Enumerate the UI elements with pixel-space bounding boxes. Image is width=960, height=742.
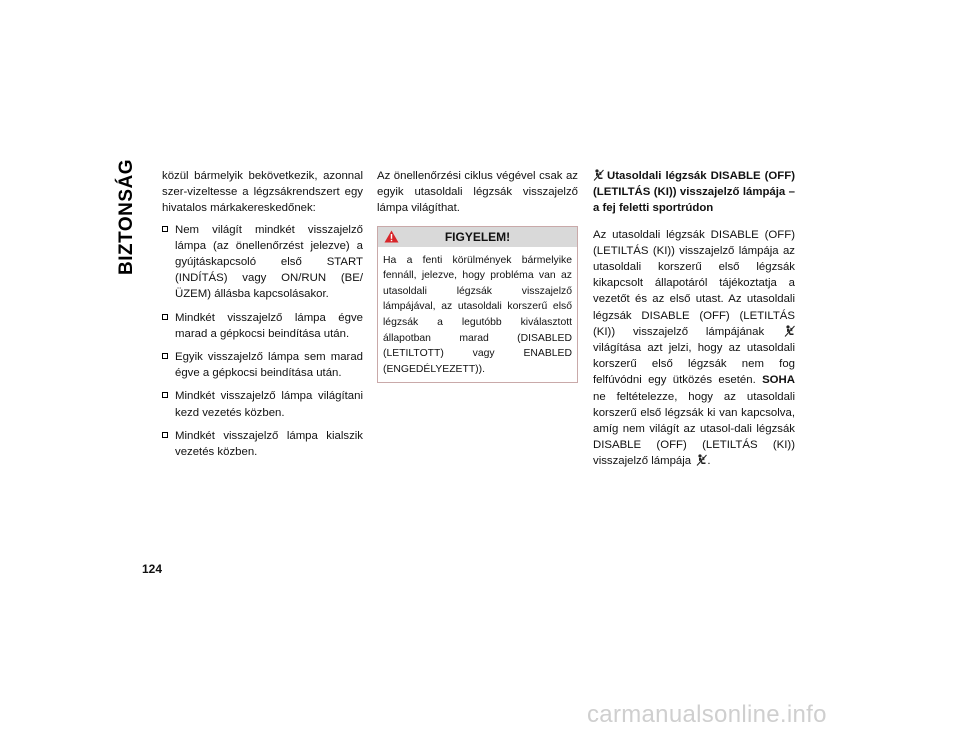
list-item <box>162 428 363 460</box>
paragraph-text-3: ne feltételezze, hogy az utasoldali korszerű első légzsák ki van kapcsolva, amíg nem világít az utasol-dali légzsák DISABLE (OFF) (LETILTÁS (KI)) visszajelző lámpája <box>593 390 795 468</box>
square-bullet-icon <box>162 353 168 359</box>
bullet-list <box>162 222 363 461</box>
warning-body: Ha a fenti körülmények bármelyike fennáll, jelezve, hogy probléma van az utasoldali légzsák visszajelző lámpájával, az utasoldali korszerű első légzsák a legutóbb kiválasztott állapotban marad (DISABLED (LETILTOTT) vagy ENABLED (ENGEDÉLYEZETT)). <box>383 254 572 375</box>
column-3 <box>593 168 795 479</box>
airbag-off-icon <box>696 454 707 466</box>
square-bullet-icon <box>162 432 168 438</box>
airbag-off-icon <box>784 325 795 337</box>
self-check-paragraph: Az önellenőrzési ciklus végével csak az egyik utasoldali légzsák visszajelző lámpa világíthat. <box>377 170 578 215</box>
section-heading <box>593 168 795 217</box>
warning-title: FIGYELEM! <box>444 229 511 244</box>
warning-box <box>377 226 578 384</box>
warning-header <box>378 227 577 247</box>
emphasis-never: SOHA <box>762 374 795 387</box>
list-item <box>162 349 363 381</box>
list-item-text: Mindkét visszajelző lámpa világítani kezd vezetés közben. <box>175 390 363 419</box>
list-item-text: Mindkét visszajelző lámpa égve marad a gépkocsi beindítása után. <box>175 311 363 340</box>
airbag-off-icon <box>593 169 604 181</box>
square-bullet-icon <box>162 314 168 320</box>
paragraph-text-1: Az utasoldali légzsák DISABLE (OFF) (LETILTÁS (KI)) visszajelző lámpája az utasoldali korszerű első légzsák kikapcsolt állapotáról tájékoztatja a vezetőt és az első utast. Az utasoldali légzsák DISABLE (OFF) (LETILTÁS (KI)) visszajelző lámpájának <box>593 228 795 338</box>
warning-triangle-icon <box>384 230 399 243</box>
list-item-text: Egyik visszajelző lámpa sem marad égve a gépkocsi beindítása után. <box>175 351 363 380</box>
list-item <box>162 310 363 342</box>
intro-paragraph: közül bármelyik bekövetkezik, azonnal szer-vizeltesse a légzsákrendszert egy hivatalos márkakereskedőnek: <box>162 170 363 215</box>
column-1 <box>162 168 363 467</box>
disable-lamp-paragraph <box>593 227 795 470</box>
square-bullet-icon <box>162 392 168 398</box>
paragraph-end: . <box>707 455 711 468</box>
column-2 <box>377 168 578 383</box>
section-title: BIZTONSÁG <box>116 158 137 275</box>
list-item-text: Nem világít mindkét visszajelző lámpa (az önellenőrzést jelezve) a gyújtáskapcsoló első START (INDÍTÁS) vagy ON/RUN (BE/ÜZEM) állásba kapcsolásakor. <box>175 223 363 301</box>
list-item <box>162 222 363 303</box>
list-item <box>162 388 363 420</box>
watermark: carmanualsonline.info <box>587 701 827 728</box>
section-heading-text: Utasoldali légzsák DISABLE (OFF) (LETILTÁS (KI)) visszajelző lámpája – a fej feletti sportrúdon <box>593 170 795 215</box>
list-item-text: Mindkét visszajelző lámpa kialszik vezetés közben. <box>175 429 363 459</box>
page-number: 124 <box>142 562 163 576</box>
square-bullet-icon <box>162 226 168 232</box>
paragraph-text-2: világítása azt jelzi, hogy az utasoldali korszerű első légzsák nem fog felfúvódni egy ütközés esetén. <box>593 342 795 387</box>
